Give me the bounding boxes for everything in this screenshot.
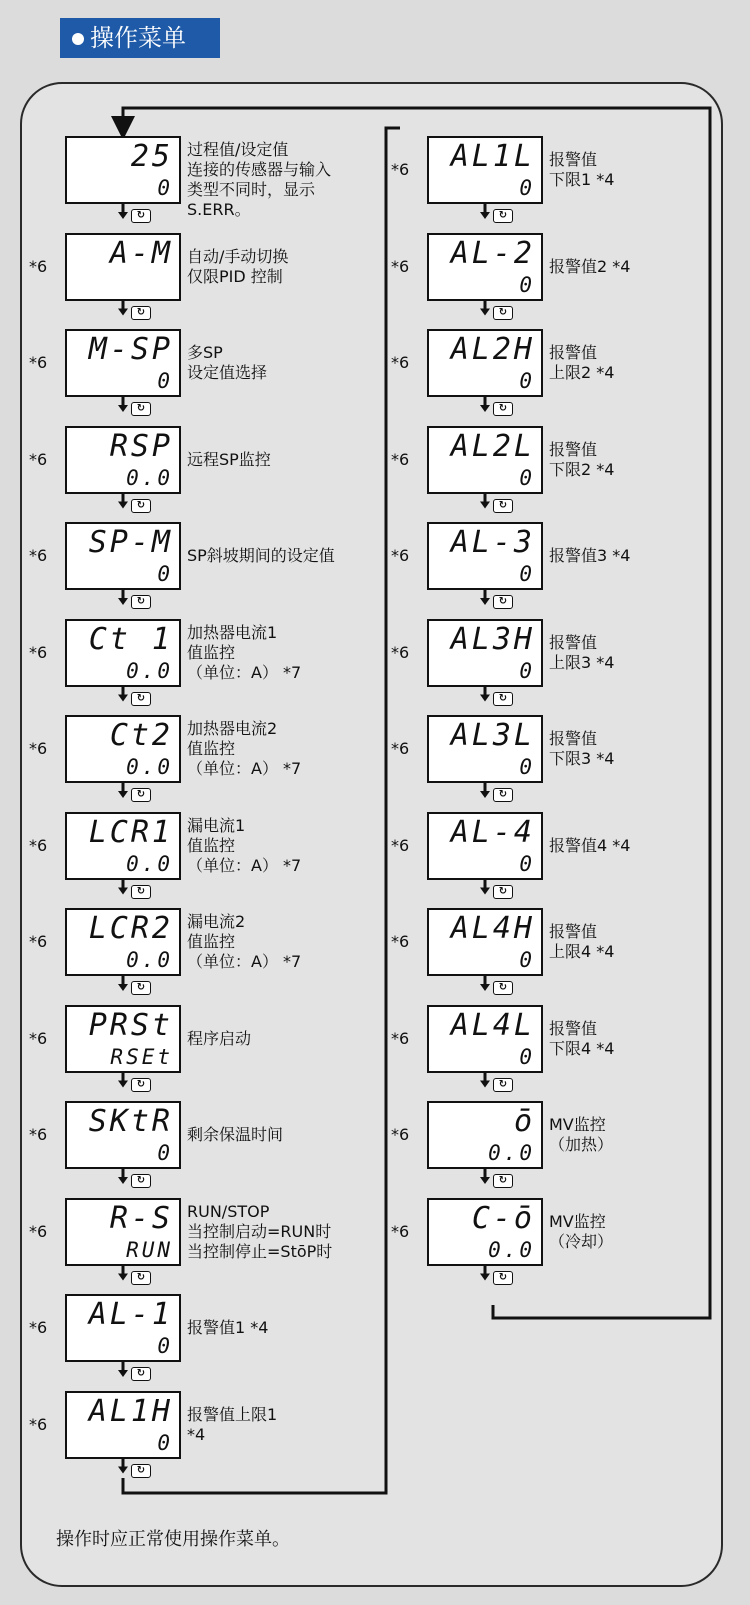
arrow-head-icon bbox=[480, 502, 490, 509]
lcd-parameter-code: LCR2 bbox=[88, 911, 173, 946]
description-line: 报警值 bbox=[549, 343, 598, 362]
description-line: 漏电流2 bbox=[187, 912, 246, 931]
description-line: SP斜坡期间的设定值 bbox=[187, 546, 335, 565]
footnote-mark: *6 bbox=[29, 835, 48, 855]
item-description bbox=[187, 623, 301, 683]
lcd-display bbox=[427, 233, 543, 301]
arrow-head-icon bbox=[480, 791, 490, 798]
lcd-parameter-code: ō bbox=[513, 1104, 535, 1139]
lcd-display bbox=[427, 136, 543, 204]
description-line: 剩余保温时间 bbox=[187, 1125, 284, 1144]
item-description bbox=[187, 1125, 283, 1145]
lcd-display bbox=[427, 1198, 543, 1266]
lcd-display bbox=[65, 329, 181, 397]
lcd-parameter-code: AL4L bbox=[450, 1007, 535, 1043]
lcd-display bbox=[65, 522, 181, 590]
description-line: 值监控 bbox=[187, 642, 236, 662]
mode-key-icon: ↻ bbox=[493, 692, 513, 706]
section-title: 操作菜单 bbox=[90, 24, 186, 52]
mode-key-icon: ↻ bbox=[131, 402, 151, 416]
lcd-value: 0 bbox=[157, 1430, 173, 1455]
footnote-mark: *6 bbox=[29, 546, 48, 565]
description-line: 加热器电流2 bbox=[187, 719, 278, 738]
description-line: 过程值/设定值 bbox=[187, 140, 289, 159]
lcd-display bbox=[65, 136, 181, 204]
footnote-mark: *6 bbox=[29, 1221, 48, 1241]
item-description bbox=[187, 1405, 277, 1445]
mode-key-icon: ↻ bbox=[131, 885, 151, 899]
description-line: 下限1 *4 bbox=[549, 170, 615, 189]
item-description bbox=[549, 633, 614, 673]
item-description bbox=[187, 343, 267, 383]
footnote-mark: *6 bbox=[391, 932, 410, 951]
arrow-head-icon bbox=[480, 1274, 490, 1281]
mode-key-icon: ↻ bbox=[131, 499, 151, 513]
mode-key-icon: ↻ bbox=[131, 1078, 151, 1092]
lcd-value: 0 bbox=[519, 369, 535, 393]
description-line: 漏电流1 bbox=[187, 815, 246, 835]
footnote-mark: *6 bbox=[29, 1028, 48, 1048]
arrow-head-icon bbox=[118, 598, 128, 605]
lcd-parameter-code: AL1H bbox=[88, 1393, 173, 1429]
footnote-mark: *6 bbox=[391, 1125, 410, 1144]
mode-key-icon: ↻ bbox=[493, 788, 513, 802]
mode-key-icon: ↻ bbox=[131, 306, 151, 320]
mode-key-icon: ↻ bbox=[131, 1464, 151, 1478]
description-line: 值监控 bbox=[187, 835, 236, 855]
lcd-value: 0.0 bbox=[126, 658, 173, 683]
mode-key-icon: ↻ bbox=[131, 1367, 151, 1381]
lcd-parameter-code: AL-4 bbox=[450, 814, 535, 850]
footnote-mark: *6 bbox=[29, 1414, 48, 1434]
description-line: 远程SP监控 bbox=[187, 449, 271, 469]
description-line: 下限2 *4 bbox=[549, 459, 615, 479]
item-description bbox=[187, 1029, 251, 1049]
lcd-value: 0 bbox=[519, 658, 535, 683]
footnote-mark: *6 bbox=[29, 353, 48, 372]
description-line: （冷却） bbox=[549, 1231, 614, 1251]
footnote-mark: *6 bbox=[29, 642, 48, 662]
footnote-mark: *6 bbox=[29, 449, 48, 469]
lcd-parameter-code: AL-1 bbox=[88, 1297, 173, 1332]
arrow-head-icon bbox=[118, 791, 128, 798]
mode-key-icon: ↻ bbox=[493, 981, 513, 995]
lcd-value: RSEt bbox=[110, 1044, 173, 1069]
arrow-head-icon bbox=[118, 984, 128, 991]
item-description bbox=[187, 546, 335, 566]
lcd-value: 0 bbox=[519, 272, 535, 297]
item-description bbox=[549, 546, 630, 566]
arrow-head-icon bbox=[480, 888, 490, 895]
lcd-display bbox=[65, 1005, 181, 1073]
lcd-value: 0 bbox=[157, 369, 173, 393]
description-line: （单位：A） *7 bbox=[187, 952, 302, 971]
item-description bbox=[549, 836, 630, 856]
lcd-parameter-code: AL3L bbox=[450, 718, 535, 753]
lcd-parameter-code: AL3H bbox=[450, 621, 535, 657]
lcd-parameter-code: AL-3 bbox=[450, 525, 535, 560]
lcd-parameter-code: AL-2 bbox=[450, 235, 535, 271]
item-description bbox=[187, 450, 271, 470]
mode-key-icon: ↻ bbox=[131, 595, 151, 609]
description-line: 多SP bbox=[187, 343, 223, 362]
item-description bbox=[549, 1212, 613, 1252]
lcd-display bbox=[65, 619, 181, 687]
lcd-parameter-code: AL2L bbox=[450, 428, 535, 464]
mode-key-icon: ↻ bbox=[493, 209, 513, 223]
lcd-parameter-code: R-S bbox=[109, 1200, 173, 1236]
lcd-value: 0.0 bbox=[126, 948, 173, 972]
item-description bbox=[549, 729, 614, 769]
lcd-display bbox=[65, 426, 181, 494]
lcd-display bbox=[65, 812, 181, 880]
description-line: 下限3 *4 bbox=[549, 749, 615, 768]
item-description bbox=[549, 343, 614, 383]
mode-key-icon: ↻ bbox=[493, 402, 513, 416]
footnote-mark: *6 bbox=[29, 1318, 48, 1337]
description-line: 报警值 bbox=[549, 1018, 598, 1038]
item-description bbox=[549, 150, 614, 190]
lcd-display bbox=[427, 1005, 543, 1073]
lcd-value: 0.0 bbox=[126, 465, 173, 490]
footnote-mark: *6 bbox=[391, 835, 410, 855]
description-line: MV监控 bbox=[549, 1115, 606, 1134]
footnote-mark: *6 bbox=[29, 1125, 48, 1144]
lcd-value: 0.0 bbox=[488, 1141, 535, 1165]
lcd-parameter-code: A-M bbox=[109, 235, 173, 271]
item-description bbox=[187, 1202, 332, 1262]
description-line: 程序启动 bbox=[187, 1028, 252, 1048]
lcd-parameter-code: Ct 1 bbox=[88, 621, 173, 657]
description-line: （单位：A） *7 bbox=[187, 759, 302, 778]
lcd-display bbox=[65, 1198, 181, 1266]
description-line: （加热） bbox=[549, 1135, 614, 1154]
description-line: 报警值 bbox=[549, 439, 598, 459]
footnote-mark: *6 bbox=[391, 1221, 410, 1241]
lcd-parameter-code: 25 bbox=[130, 139, 173, 174]
lcd-parameter-code: Ct2 bbox=[109, 718, 173, 753]
mode-key-icon: ↻ bbox=[131, 209, 151, 223]
mode-key-icon: ↻ bbox=[493, 499, 513, 513]
lcd-value: 0 bbox=[519, 948, 535, 972]
mode-key-icon: ↻ bbox=[493, 306, 513, 320]
arrow-head-icon bbox=[118, 405, 128, 412]
arrow-head-icon bbox=[118, 502, 128, 509]
description-line: MV监控 bbox=[549, 1211, 606, 1231]
lcd-display bbox=[65, 1391, 181, 1459]
footnote-mark: *6 bbox=[29, 932, 48, 951]
item-description bbox=[549, 922, 614, 962]
mode-key-icon: ↻ bbox=[493, 1174, 513, 1188]
footnote-mark: *6 bbox=[29, 256, 48, 276]
lcd-parameter-code: SKtR bbox=[88, 1104, 173, 1139]
mode-key-icon: ↻ bbox=[493, 1078, 513, 1092]
arrow-head-icon bbox=[118, 888, 128, 895]
item-description bbox=[187, 140, 331, 220]
mode-key-icon: ↻ bbox=[131, 788, 151, 802]
lcd-parameter-code: PRSt bbox=[88, 1007, 173, 1043]
item-description bbox=[549, 257, 630, 277]
description-line: 设定值选择 bbox=[187, 363, 268, 382]
arrow-head-icon bbox=[118, 309, 128, 316]
mode-key-icon: ↻ bbox=[493, 885, 513, 899]
description-line: 值监控 bbox=[187, 932, 236, 951]
lcd-value: 0 bbox=[519, 176, 535, 200]
lcd-display bbox=[427, 812, 543, 880]
mode-key-icon: ↻ bbox=[493, 1271, 513, 1285]
lcd-value: 0 bbox=[157, 562, 173, 586]
item-description bbox=[187, 816, 301, 876]
footnote-mark: *6 bbox=[391, 1028, 410, 1048]
description-line: 报警值3 *4 bbox=[549, 546, 631, 565]
lcd-parameter-code: RSP bbox=[109, 428, 173, 464]
footnote-mark: *6 bbox=[391, 739, 410, 758]
item-description bbox=[549, 440, 614, 480]
lcd-display bbox=[427, 908, 543, 976]
lcd-display bbox=[427, 426, 543, 494]
footnote-mark: *6 bbox=[391, 546, 410, 565]
arrow-head-icon bbox=[480, 309, 490, 316]
description-line: 上限4 *4 bbox=[549, 942, 615, 961]
lcd-parameter-code: C-ō bbox=[471, 1200, 535, 1236]
description-line: 报警值 bbox=[549, 729, 598, 748]
mode-key-icon: ↻ bbox=[131, 981, 151, 995]
lcd-value: 0 bbox=[157, 1334, 173, 1358]
lcd-value: 0.0 bbox=[126, 755, 173, 779]
arrow-head-icon bbox=[480, 984, 490, 991]
mode-key-icon: ↻ bbox=[493, 595, 513, 609]
lcd-value: 0 bbox=[519, 851, 535, 876]
arrow-head-icon bbox=[118, 1467, 128, 1474]
description-line: 报警值 bbox=[549, 150, 598, 169]
arrow-head-icon bbox=[480, 1081, 490, 1088]
description-line: 类型不同时，显示 bbox=[187, 180, 316, 199]
description-line: 报警值上限1 bbox=[187, 1404, 278, 1424]
item-description bbox=[187, 247, 288, 287]
description-line: 下限4 *4 bbox=[549, 1038, 615, 1058]
lcd-display bbox=[65, 715, 181, 783]
footnote-mark: *6 bbox=[391, 642, 410, 662]
lcd-display bbox=[427, 1101, 543, 1169]
arrow-head-icon bbox=[480, 695, 490, 702]
description-line: 报警值 bbox=[549, 922, 598, 941]
lcd-value: 0 bbox=[519, 755, 535, 779]
lcd-value: 0 bbox=[519, 465, 535, 490]
item-description bbox=[187, 719, 301, 779]
lcd-parameter-code: SP-M bbox=[88, 525, 173, 560]
lcd-display bbox=[427, 329, 543, 397]
description-line: 自动/手动切换 bbox=[187, 246, 289, 266]
description-line: 当控制启动=RUN时 bbox=[187, 1221, 332, 1241]
footnote-mark: *6 bbox=[29, 739, 48, 758]
lcd-display bbox=[427, 715, 543, 783]
description-line: 加热器电流1 bbox=[187, 622, 278, 642]
description-line: 上限2 *4 bbox=[549, 363, 615, 382]
item-description bbox=[187, 1318, 268, 1338]
arrow-head-icon bbox=[118, 1081, 128, 1088]
footnote-mark: *6 bbox=[391, 449, 410, 469]
lcd-parameter-code: AL1L bbox=[450, 139, 535, 174]
arrow-head-icon bbox=[480, 405, 490, 412]
footnote-mark: *6 bbox=[391, 160, 410, 179]
arrow-head-icon bbox=[118, 1177, 128, 1184]
mode-key-icon: ↻ bbox=[131, 692, 151, 706]
lcd-parameter-code: M-SP bbox=[88, 332, 173, 367]
description-line: 报警值 bbox=[549, 632, 598, 652]
item-description bbox=[549, 1019, 614, 1059]
description-line: 报警值2 *4 bbox=[549, 256, 631, 276]
description-line: S.ERR。 bbox=[187, 200, 251, 219]
description-line: RUN/STOP bbox=[187, 1201, 270, 1221]
lcd-value: 0.0 bbox=[126, 851, 173, 876]
lcd-value: 0.0 bbox=[488, 1237, 535, 1262]
description-line: 上限3 *4 bbox=[549, 652, 615, 672]
description-line: （单位：A） *7 bbox=[187, 662, 302, 682]
lcd-display bbox=[427, 619, 543, 687]
arrow-head-icon bbox=[118, 212, 128, 219]
arrow-head-icon bbox=[118, 1274, 128, 1281]
lcd-display bbox=[65, 233, 181, 301]
description-line: 连接的传感器与输入 bbox=[187, 160, 332, 179]
description-line: 仅限PID 控制 bbox=[187, 266, 283, 286]
arrow-head-icon bbox=[480, 1177, 490, 1184]
footnote-mark: *6 bbox=[391, 353, 410, 372]
lcd-value: 0 bbox=[157, 176, 173, 200]
arrow-head-icon bbox=[480, 598, 490, 605]
lcd-parameter-code: LCR1 bbox=[88, 814, 173, 850]
lcd-display bbox=[427, 522, 543, 590]
arrow-head-icon bbox=[480, 212, 490, 219]
lcd-parameter-code: AL4H bbox=[450, 911, 535, 946]
arrow-head-icon bbox=[118, 1370, 128, 1377]
mode-key-icon: ↻ bbox=[131, 1174, 151, 1188]
lcd-value: RUN bbox=[126, 1237, 173, 1262]
description-line: 报警值4 *4 bbox=[549, 835, 631, 855]
arrow-head-icon bbox=[118, 695, 128, 702]
lcd-parameter-code: AL2H bbox=[450, 332, 535, 367]
description-line: （单位：A） *7 bbox=[187, 855, 302, 875]
description-line: *4 bbox=[187, 1424, 206, 1444]
lcd-display bbox=[65, 908, 181, 976]
footnote-mark: *6 bbox=[391, 256, 410, 276]
lcd-value: 0 bbox=[519, 1044, 535, 1069]
description-line: 报警值1 *4 bbox=[187, 1318, 269, 1337]
footer-note: 操作时应正常使用操作菜单。 bbox=[56, 1529, 290, 1550]
description-line: 当控制停止=StōP时 bbox=[187, 1241, 333, 1261]
mode-key-icon: ↻ bbox=[131, 1271, 151, 1285]
item-description bbox=[549, 1115, 613, 1155]
lcd-value: 0 bbox=[157, 1141, 173, 1165]
item-description bbox=[187, 912, 301, 972]
lcd-display bbox=[65, 1294, 181, 1362]
lcd-display bbox=[65, 1101, 181, 1169]
description-line: 值监控 bbox=[187, 739, 236, 758]
lcd-value: 0 bbox=[519, 562, 535, 586]
